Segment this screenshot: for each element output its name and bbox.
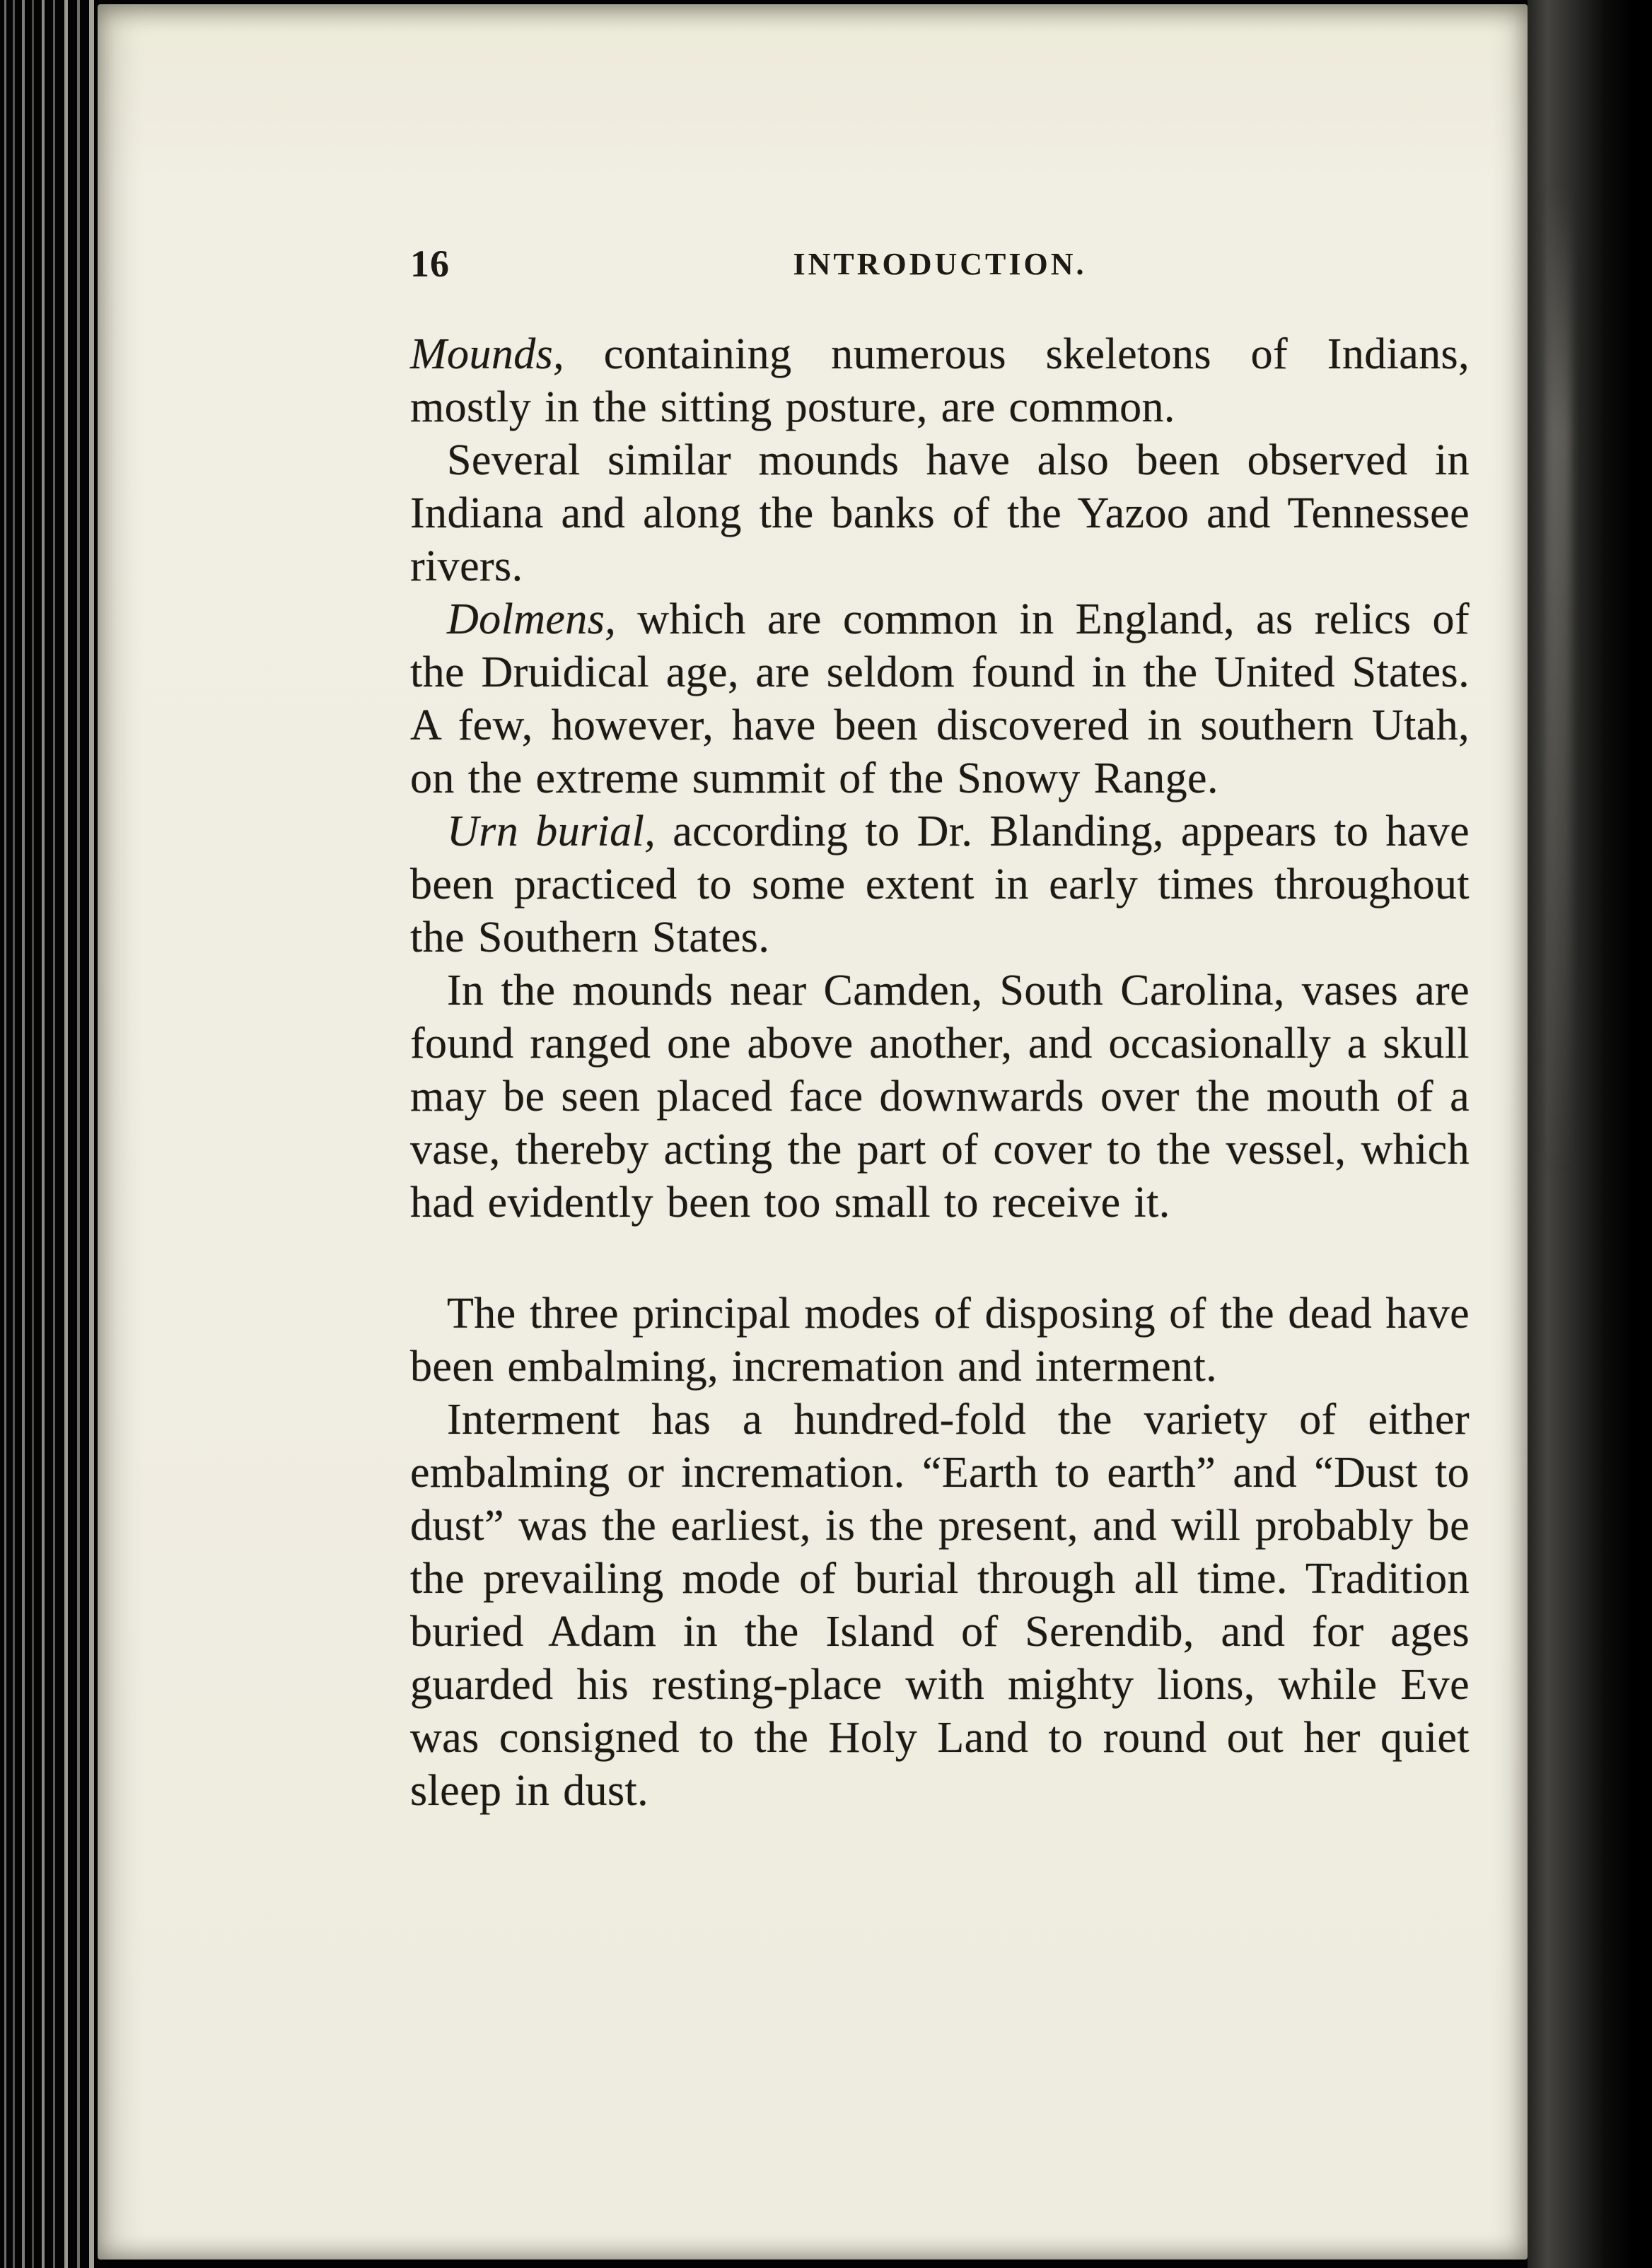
paragraph-lead: Mounds, xyxy=(410,330,565,378)
paragraph xyxy=(410,1393,1470,1818)
book-page xyxy=(98,4,1528,2260)
paragraph-text: Interment has a hundred-fold the variety of either embalming or incremation. “Earth to earth” and “Dust to dust” was the earliest, is the present, and will probably be the prevailing mode of burial through all time. Tradition buried Adam in the Island of Serendib, and for ages guarded his resting-place with mighty lions, while Eve was consigned to the Holy Land to round out her quiet sleep in dust. xyxy=(410,1396,1470,1815)
page-text-block xyxy=(410,242,1470,1818)
paragraph-lead: Dolmens, xyxy=(447,595,617,643)
running-title: INTRODUCTION. xyxy=(793,247,1087,281)
paragraph-text: Several similar mounds have also been observed in Indiana and along the banks of the Yazoo and Tennessee rivers. xyxy=(410,436,1470,590)
paragraph xyxy=(410,328,1470,434)
page-edge-line xyxy=(42,0,45,2268)
paragraph-text: which are common in England, as relics of the Druidical age, are seldom found in the United States. A few, however, have been discovered in southern Utah, on the extreme summit of the Snowy Range. xyxy=(410,595,1470,802)
page-edge-line xyxy=(77,0,80,2268)
paragraph-text: according to Dr. Blanding, appears to have been practiced to some extent in early times throughout the Southern States. xyxy=(410,807,1470,961)
page-edge-line xyxy=(53,0,55,2268)
page-edge-line xyxy=(32,0,34,2268)
paragraph xyxy=(410,1287,1470,1393)
body-text xyxy=(410,328,1470,1818)
page-edge-line xyxy=(4,0,6,2268)
paragraph xyxy=(410,434,1470,593)
paragraph-text: The three principal modes of disposing of the dead have been embalming, incremation and interment. xyxy=(410,1290,1470,1391)
page-edge-line xyxy=(64,0,68,2268)
page-header xyxy=(410,242,1470,291)
page-edge-line xyxy=(22,0,25,2268)
page-edge-line xyxy=(13,0,15,2268)
spine-highlight xyxy=(1547,184,1571,1174)
book-spine-shadow xyxy=(1528,0,1652,2268)
paragraph-lead: Urn burial, xyxy=(447,807,656,855)
paragraph xyxy=(410,964,1470,1229)
page-number: 16 xyxy=(410,242,450,285)
paragraph-text: containing numerous skeletons of Indians, mostly in the sitting posture, are common. xyxy=(410,330,1470,431)
page-edge-line xyxy=(89,0,94,2268)
paragraph xyxy=(410,805,1470,964)
paragraph-text: In the mounds near Camden, South Carolina, vases are found ranged one above another, and occasionally a skull may be seen placed face downwards over the mouth of a vase, thereby acting the part of cover to the vessel, which had evidently been too small to receive it. xyxy=(410,966,1470,1227)
paragraph xyxy=(410,593,1470,805)
book-page-edges xyxy=(0,0,106,2268)
